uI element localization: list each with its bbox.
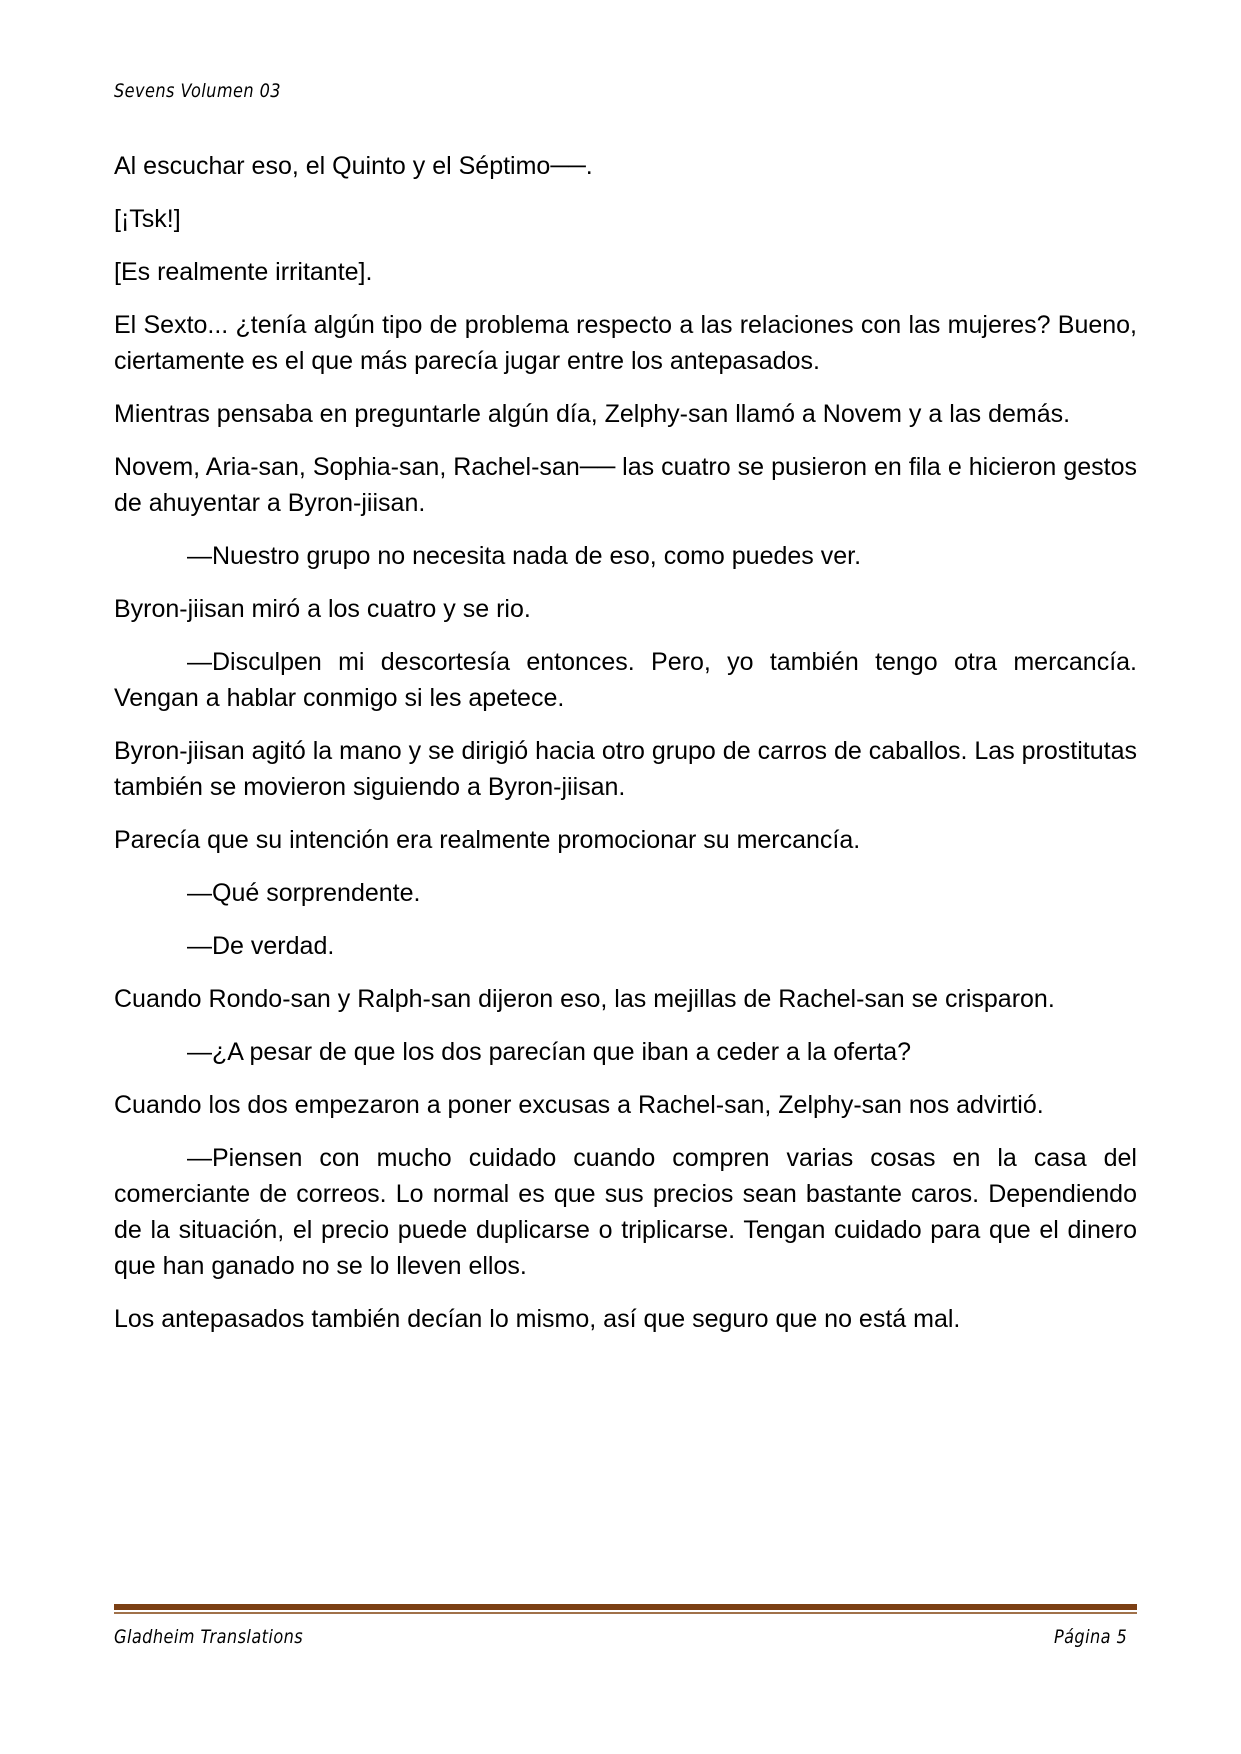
paragraph: —¿A pesar de que los dos parecían que iban a ceder a la oferta? bbox=[187, 1038, 912, 1066]
paragraph: —Nuestro grupo no necesita nada de eso, como puedes ver. bbox=[187, 542, 862, 570]
paragraph: Cuando Rondo-san y Ralph-san dijeron eso, las mejillas de Rachel-san se crisparon. bbox=[114, 985, 1055, 1013]
footer-divider bbox=[114, 1604, 1137, 1614]
paragraph: Novem, Aria-san, Sophia-san, Rachel-san── las cuatro se pusieron en fila e hicieron gestos de ahuyentar a Byron-jiisan. bbox=[114, 453, 1137, 517]
page-body bbox=[114, 148, 1137, 1354]
footer-publisher: Gladheim Translations bbox=[114, 1626, 304, 1648]
running-header: Sevens Volumen 03 bbox=[114, 80, 281, 102]
paragraph: Mientras pensaba en preguntarle algún día, Zelphy-san llamó a Novem y a las demás. bbox=[114, 400, 1071, 428]
paragraph: —Disculpen mi descortesía entonces. Pero, yo también tengo otra mercancía. Vengan a hablar conmigo si les apetece. bbox=[114, 648, 1137, 712]
paragraph: Byron-jiisan agitó la mano y se dirigió hacia otro grupo de carros de caballos. Las prostitutas también se movieron siguiendo a Byron-jiisan. bbox=[114, 737, 1137, 801]
page-number: Página 5 bbox=[1053, 1626, 1127, 1648]
paragraph: Cuando los dos empezaron a poner excusas a Rachel-san, Zelphy-san nos advirtió. bbox=[114, 1091, 1044, 1119]
paragraph: Los antepasados también decían lo mismo, así que seguro que no está mal. bbox=[114, 1305, 961, 1333]
paragraph: —De verdad. bbox=[187, 932, 335, 960]
paragraph: Parecía que su intención era realmente promocionar su mercancía. bbox=[114, 826, 861, 854]
paragraph: —Piensen con mucho cuidado cuando compren varias cosas en la casa del comerciante de correos. Lo normal es que sus precios sean bastante caros. Dependiendo de la situación, el precio puede duplicarse o triplicarse. Tengan cuidado para que el dinero que han ganado no se lo lleven ellos. bbox=[114, 1144, 1137, 1280]
paragraph: Byron-jiisan miró a los cuatro y se rio. bbox=[114, 595, 531, 623]
paragraph: Al escuchar eso, el Quinto y el Séptimo──. bbox=[114, 152, 593, 180]
paragraph: [Es realmente irritante]. bbox=[114, 258, 373, 286]
paragraph: [¡Tsk!] bbox=[114, 205, 181, 233]
paragraph: El Sexto... ¿tenía algún tipo de problema respecto a las relaciones con las mujeres? Bueno, ciertamente es el que más parecía jugar entre los antepasados. bbox=[114, 311, 1137, 375]
paragraph: —Qué sorprendente. bbox=[187, 879, 421, 907]
